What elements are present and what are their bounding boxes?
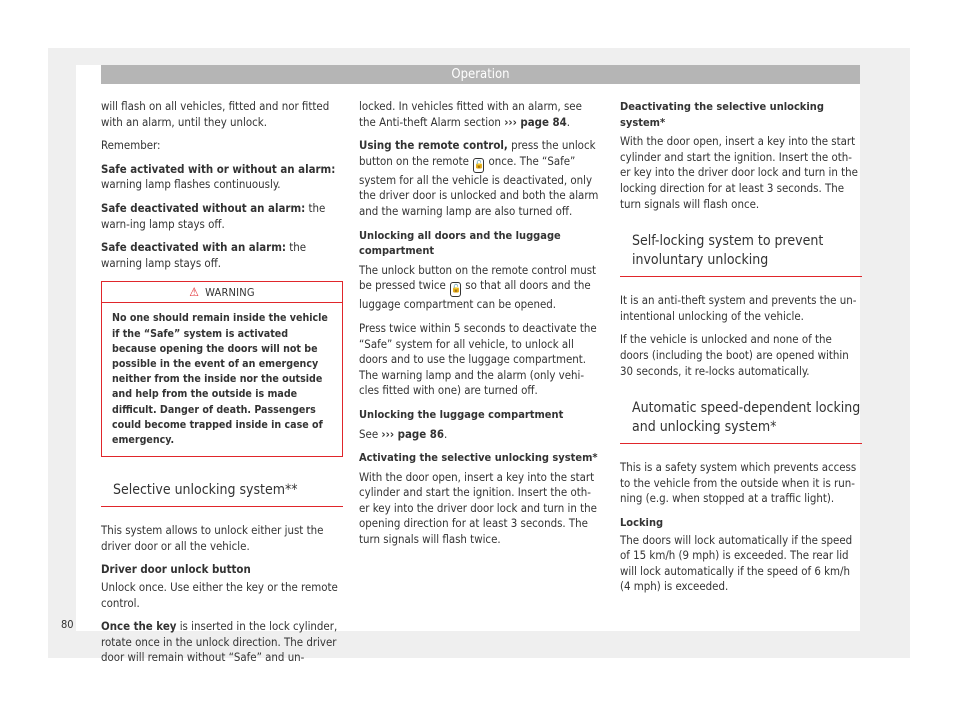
subheading: Driver door unlock button bbox=[101, 562, 251, 577]
header-bar bbox=[101, 65, 860, 84]
paragraph-text: is inserted in the lock cylinder, rotate once in the unlock direction. The driver door will remain without “Safe” and un- bbox=[101, 619, 338, 665]
paragraph-text: . bbox=[566, 114, 571, 129]
paragraph: Remember: bbox=[101, 138, 161, 153]
bold-label: Using the remote control, bbox=[359, 138, 508, 153]
paragraph bbox=[359, 427, 601, 443]
paragraph: The doors will lock automatically if the speed of 15 km/h (9 mph) is exceeded. The rear lid will lock automatically if the speed of 6 km/h (4 mph) is exceeded. bbox=[620, 532, 853, 594]
section-heading: Selective unlocking system** bbox=[101, 481, 343, 507]
paragraph bbox=[359, 138, 601, 219]
paragraph bbox=[101, 162, 343, 193]
paragraph: With the door open, insert a key into the start cylinder and start the ignition. Insert the oth-er key into the driver door lock and turn in the locking direction for at least 3 seconds. The turn signals will flash once. bbox=[620, 134, 858, 211]
page-link[interactable]: ››› page 86 bbox=[381, 426, 444, 441]
paragraph-text: the warn-ing lamp stays off. bbox=[101, 200, 326, 231]
paragraph-text: locked. In vehicles fitted with an alarm, see the Anti-theft Alarm section bbox=[359, 99, 582, 129]
unlock-key-icon: 🔓 bbox=[473, 158, 484, 173]
bold-label: Safe activated with or without an alarm: bbox=[101, 161, 336, 176]
section-heading: Self-locking system to prevent involuntary unlocking bbox=[620, 232, 862, 277]
paragraph: It is an anti-theft system and prevents the un-intentional unlocking of the vehicle. bbox=[620, 293, 857, 323]
column-3 bbox=[620, 99, 862, 603]
paragraph bbox=[101, 201, 343, 232]
bold-label: Safe deactivated without an alarm: bbox=[101, 200, 306, 215]
paragraph bbox=[359, 263, 601, 313]
section-heading: Automatic speed-dependent locking and unlocking system* bbox=[620, 399, 862, 444]
subheading: Unlocking the luggage compartment bbox=[359, 407, 564, 421]
warning-header bbox=[102, 282, 342, 303]
subheading: Locking bbox=[620, 515, 664, 529]
column-2 bbox=[359, 99, 601, 556]
paragraph bbox=[101, 619, 343, 666]
paragraph: If the vehicle is unlocked and none of the doors (including the boot) are opened within 30 seconds, it re-locks automatically. bbox=[620, 332, 849, 378]
paragraph: With the door open, insert a key into the start cylinder and start the ignition. Insert the oth-er key into the driver door lock and turn in the opening direction for at least 3 seconds. The turn signals will flash twice. bbox=[359, 469, 597, 547]
paragraph-text: The unlock button on the remote control must be pressed twice bbox=[359, 262, 597, 293]
warning-triangle-icon: ⚠ bbox=[189, 285, 200, 300]
warning-text: No one should remain inside the vehicle if the “Safe” system is activated because opening the doors will not be possible in the event of an emergency neither from the inside nor the outside and help from the outside is made difficult. Danger of death. Passengers could become trapped inside in case of emergency. bbox=[112, 312, 328, 446]
header-title: Operation bbox=[451, 67, 510, 82]
paragraph: will flash on all vehicles, fitted and nor fitted with an alarm, until they unlock. bbox=[101, 99, 330, 129]
warning-box bbox=[101, 281, 343, 457]
warning-title: WARNING bbox=[205, 286, 255, 300]
paragraph-text: warning lamp flashes continuously. bbox=[101, 177, 281, 192]
paragraph-text: press the unlock button on the remote bbox=[359, 138, 596, 168]
column-1 bbox=[101, 99, 343, 674]
bold-label: Once the key bbox=[101, 619, 177, 634]
bold-label: Safe deactivated with an alarm: bbox=[101, 240, 286, 255]
subheading: Activating the selective unlocking system* bbox=[359, 451, 598, 465]
unlock-key-icon: 🔓 bbox=[450, 282, 461, 297]
paragraph: Unlock once. Use either the key or the remote control. bbox=[101, 579, 338, 610]
paragraph: This is a safety system which prevents access to the vehicle from the outside when it is run-ning (e.g. when stopped at a traffic light). bbox=[620, 460, 857, 506]
subheading: Unlocking all doors and the luggage compartment bbox=[359, 228, 561, 258]
page-link[interactable]: ››› page 84 bbox=[504, 114, 567, 129]
subheading: Deactivating the selective unlocking system* bbox=[620, 100, 824, 129]
paragraph: This system allows to unlock either just the driver door or all the vehicle. bbox=[101, 523, 324, 553]
page-number: 80 bbox=[61, 618, 74, 631]
paragraph-text: once. The “Safe” system for all the vehicle is deactivated, only the driver door is unlocked and both the alarm and the warning lamp are also turned off. bbox=[359, 153, 599, 218]
paragraph bbox=[359, 99, 601, 130]
paragraph: Press twice within 5 seconds to deactivate the “Safe” system for all vehicle, to unlock all doors and to use the luggage compartment. The warning lamp and the alarm (only vehi-cles fitted with one) are turned off. bbox=[359, 320, 597, 398]
paragraph-text: See bbox=[359, 426, 382, 441]
paragraph-text: the warning lamp stays off. bbox=[101, 240, 307, 270]
paragraph-text: . bbox=[443, 426, 448, 441]
paragraph-text: so that all doors and the luggage compartment can be opened. bbox=[359, 278, 591, 312]
paragraph bbox=[101, 240, 343, 271]
